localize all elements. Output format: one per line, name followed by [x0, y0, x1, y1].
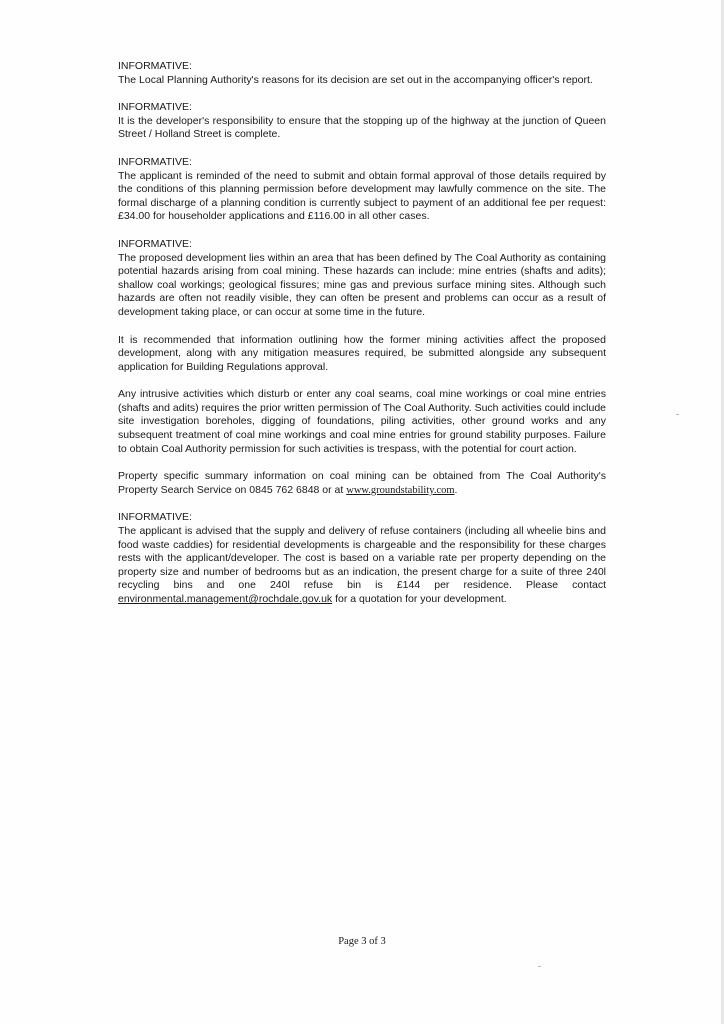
- coal-search-paragraph: [118, 470, 606, 497]
- informative-heading: INFORMATIVE:: [118, 237, 192, 250]
- coal-hazards-paragraph: The proposed development lies within an area that has been defined by The Coal Authority as containing potential hazards arising from coal mining. These hazards can include: mine entries (shafts and adits); shallow coal workings; geological fissures; mine gas and previous surface mining sites. Although such hazards are often not readily visible, they can often be present and problems can occur as a result of development taking place, or can occur at some time in the future.: [118, 251, 606, 318]
- informative-section-conditions: [118, 156, 606, 224]
- informative-text: The Local Planning Authority's reasons for its decision are set out in the accompanying officer's report.: [118, 73, 593, 86]
- document-body: [118, 60, 606, 621]
- coal-search-end: .: [454, 483, 458, 496]
- coal-search-text: Property specific summary information on coal mining can be obtained from The Coal Authority's Property Search Service on 0845 762 6848 or at: [118, 470, 606, 496]
- page-number: Page 3 of 3: [338, 936, 386, 947]
- scan-speck: [676, 414, 679, 415]
- informative-heading: INFORMATIVE:: [118, 101, 192, 114]
- scan-speck: [538, 966, 541, 967]
- informative-section-reasons: [118, 60, 606, 87]
- coal-recommendation-paragraph: It is recommended that information outlining how the former mining activities affect the proposed development, along with any mitigation measures required, be submitted alongside any subsequent application for Building Regulations approval.: [118, 333, 606, 373]
- groundstability-link[interactable]: www.groundstability.com: [346, 484, 455, 496]
- informative-section-highway: [118, 101, 606, 142]
- informative-section-coal-mining: [118, 238, 606, 498]
- refuse-text-end: for a quotation for your development.: [332, 593, 507, 605]
- informative-heading: INFORMATIVE:: [118, 155, 192, 168]
- informative-text: It is the developer's responsibility to ensure that the stopping up of the highway at the junction of Queen Street / Holland Street is complete.: [118, 114, 606, 141]
- informative-text: The applicant is reminded of the need to submit and obtain formal approval of those details required by the conditions of this planning permission before development may lawfully commence on the site. The formal discharge of a planning condition is currently subject to payment of an additional fee per request: £34.00 for householder applications and £116.00 in all other cases.: [118, 169, 606, 223]
- informative-heading: INFORMATIVE:: [118, 511, 192, 524]
- email-link[interactable]: environmental.management@rochdale.gov.uk: [118, 593, 333, 605]
- refuse-paragraph: [118, 525, 606, 607]
- informative-section-refuse: [118, 511, 606, 606]
- informative-heading: INFORMATIVE:: [118, 60, 192, 72]
- coal-permission-paragraph: Any intrusive activities which disturb or enter any coal seams, coal mine workings or coal mine entries (shafts and adits) requires the prior written permission of The Coal Authority. Such activities could include site investigation boreholes, digging of foundations, piling activities, other ground works and any subsequent treatment of coal mine workings and coal mine entries for ground stability purposes. Failure to obtain Coal Authority permission for such activities is trespass, with the potential for court action.: [118, 388, 606, 455]
- refuse-text: The applicant is advised that the supply and delivery of refuse containers (including all wheelie bins and food waste caddies) for residential developments is chargeable and the responsibility for these charges rests with the applicant/developer. The cost is based on a variable rate per property depending on the property size and number of bedrooms but as an indication, the present charge for a suite of three 240l recycling bins and one 240l refuse bin is £144 per residence. Please contact: [118, 525, 606, 592]
